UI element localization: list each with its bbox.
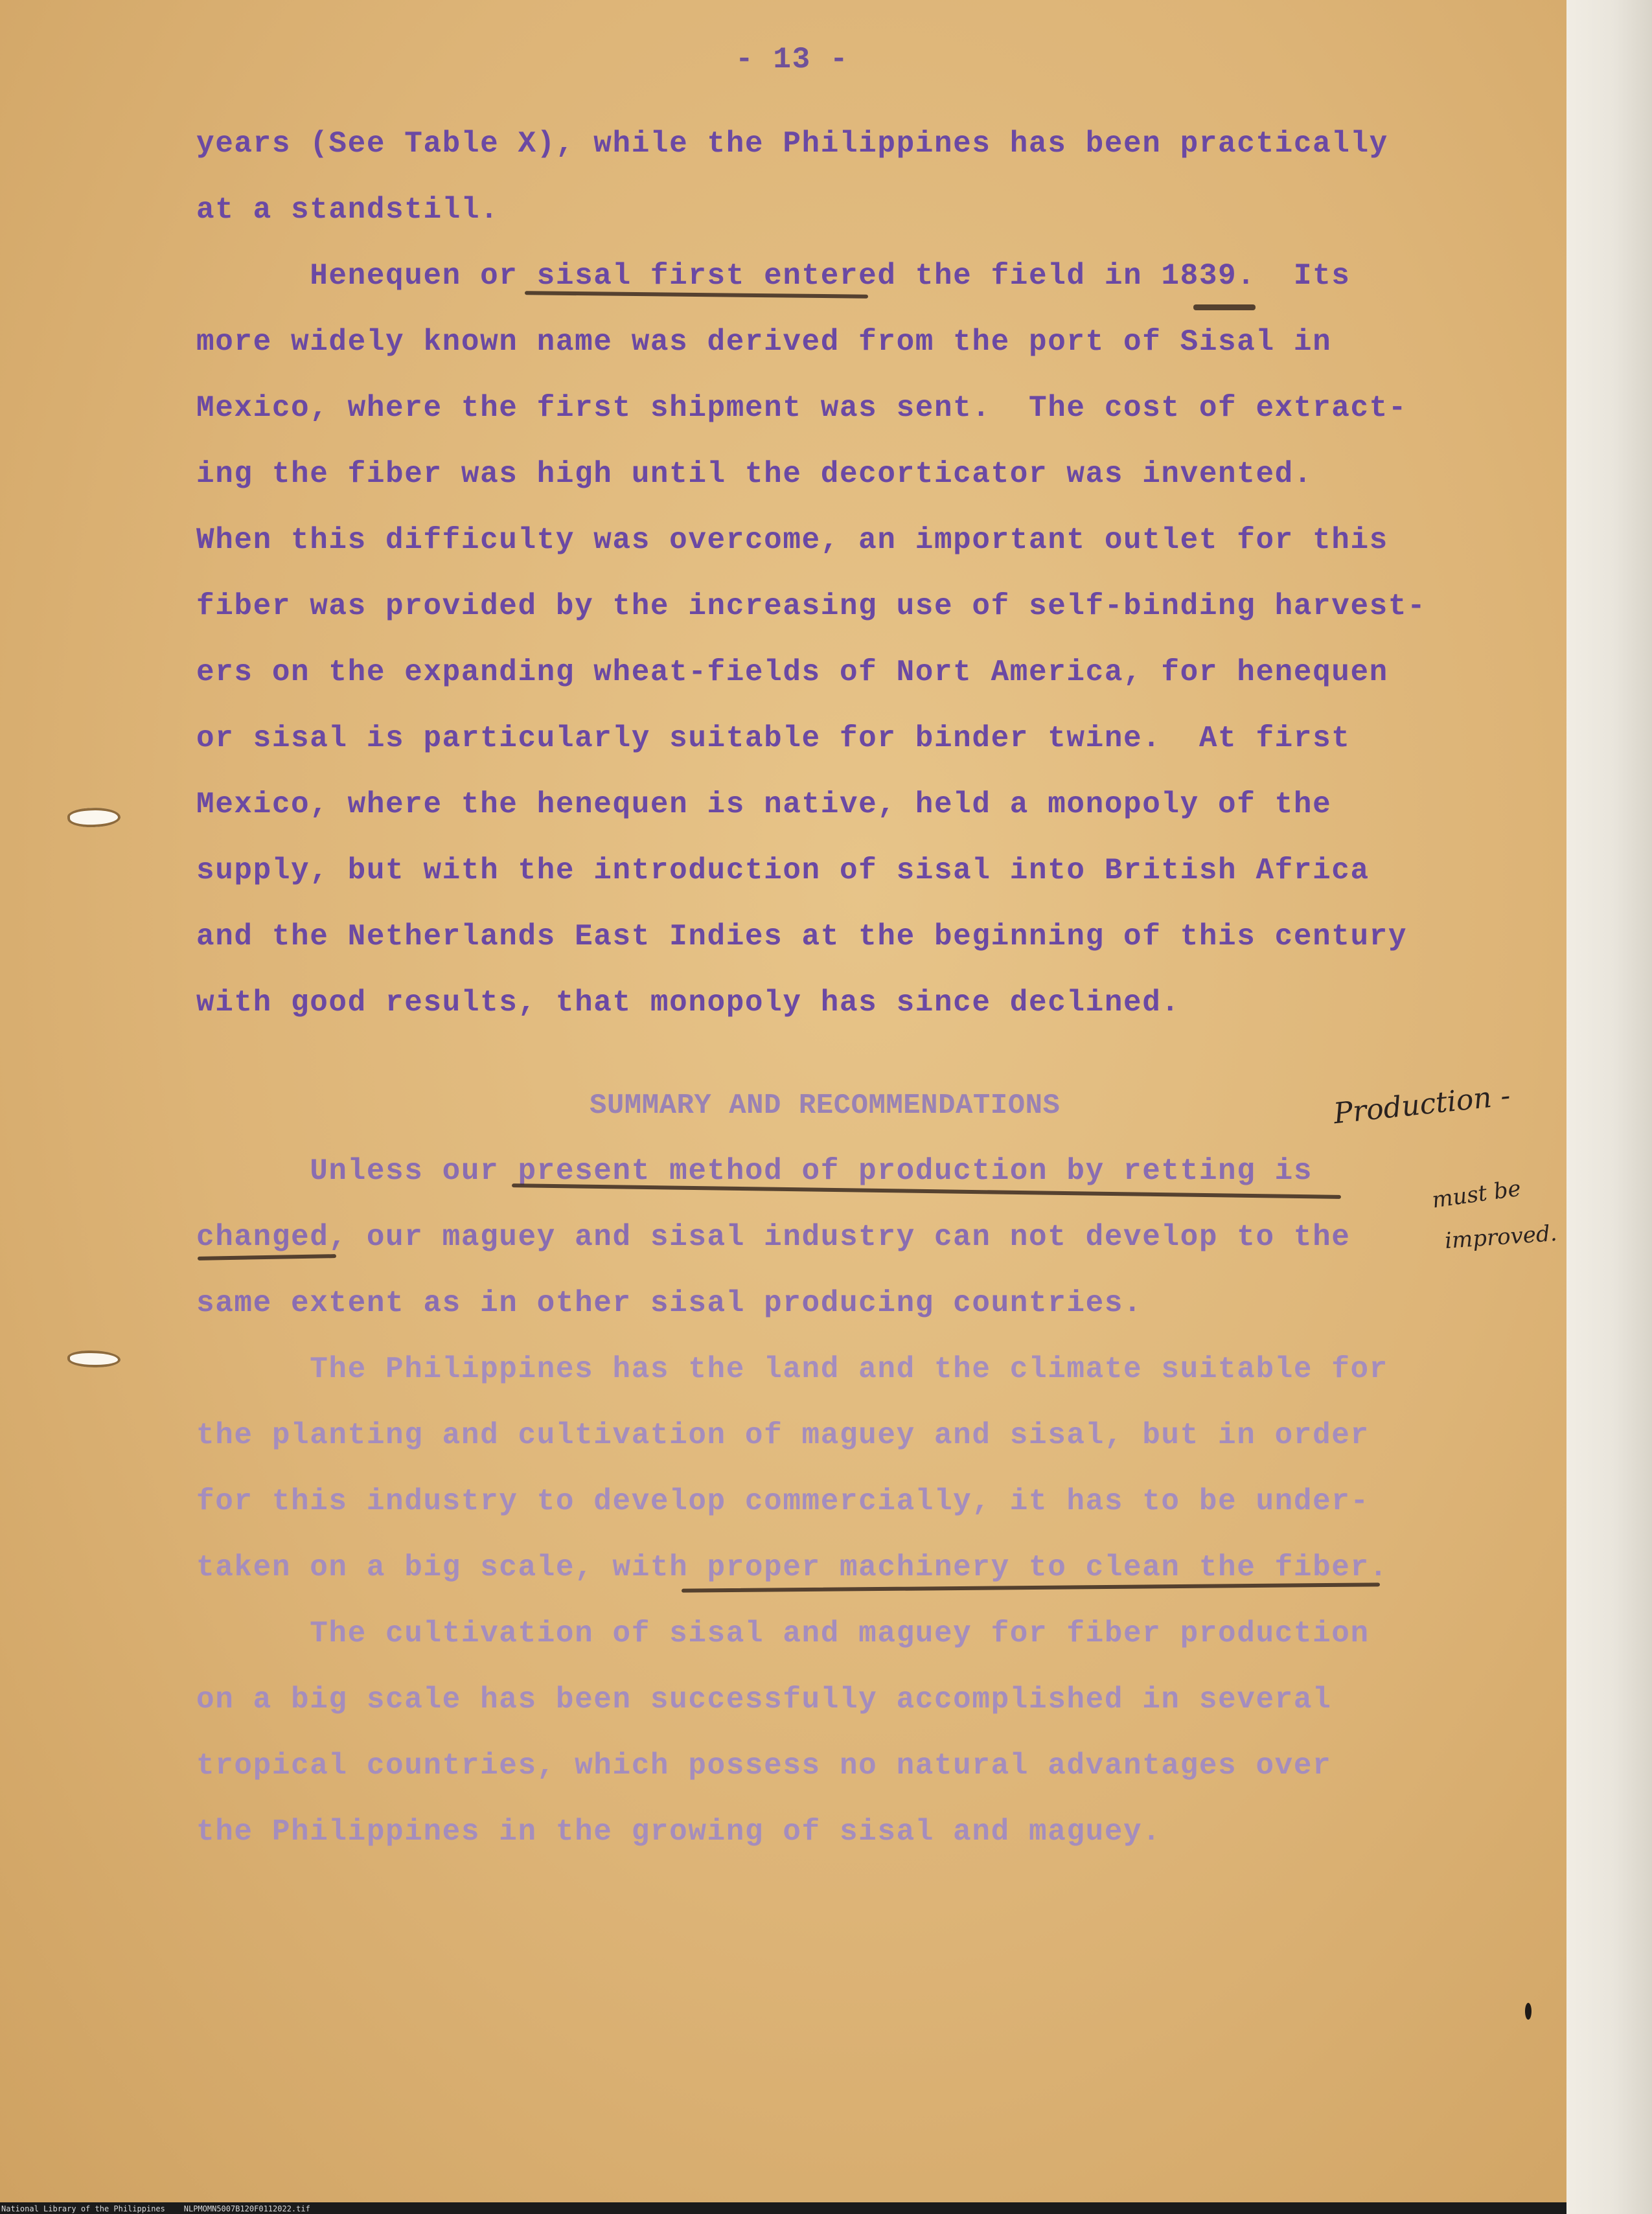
section-heading: SUMMARY AND RECOMMENDATIONS: [590, 1090, 1061, 1122]
text-line: and the Netherlands East Indies at the beginning of this century: [196, 920, 1408, 953]
margin-note: must be: [1430, 1175, 1523, 1214]
text-line: same extent as in other sisal producing countries.: [196, 1286, 1143, 1320]
text-line: Unless our present method of production by retting is: [196, 1154, 1313, 1188]
text-line: ers on the expanding wheat-fields of Nort America, for henequen: [196, 656, 1388, 689]
ink-mark: [1525, 2003, 1532, 2020]
pencil-underline: [1193, 304, 1256, 310]
text-line: the planting and cultivation of maguey and sisal, but in order: [196, 1419, 1370, 1452]
text-line: ing the fiber was high until the decorticator was invented.: [196, 457, 1313, 491]
punch-hole: [67, 1351, 120, 1367]
text-line: tropical countries, which possess no natural advantages over: [196, 1749, 1332, 1783]
pencil-underline: [198, 1254, 336, 1261]
text-line: supply, but with the introduction of sisal into British Africa: [196, 854, 1370, 887]
margin-note: Production -: [1332, 1078, 1512, 1131]
text-line: on a big scale has been successfully accomplished in several: [196, 1683, 1332, 1717]
text-line: or sisal is particularly suitable for binder twine. At first: [196, 722, 1351, 755]
page-number: - 13 -: [735, 43, 849, 76]
text-line: the Philippines in the growing of sisal and maguey.: [196, 1815, 1162, 1849]
text-line: changed, our maguey and sisal industry can not develop to the: [196, 1220, 1351, 1254]
text-line: Mexico, where the first shipment was sent. The cost of extract-: [196, 391, 1408, 425]
text-line: with good results, that monopoly has since declined.: [196, 986, 1180, 1020]
text-line: more widely known name was derived from the port of Sisal in: [196, 325, 1332, 359]
text-line: When this difficulty was overcome, an important outlet for this: [196, 523, 1388, 557]
text-line: fiber was provided by the increasing use of self-binding harvest-: [196, 589, 1427, 623]
text-line: The Philippines has the land and the climate suitable for: [196, 1352, 1388, 1386]
page-edge: [1566, 0, 1652, 2214]
text-line: at a standstill.: [196, 193, 499, 227]
text-line: years (See Table X), while the Philippines has been practically: [196, 127, 1388, 161]
text-line: The cultivation of sisal and maguey for fiber production: [196, 1617, 1370, 1650]
text-line: for this industry to develop commercially, it has to be under-: [196, 1485, 1370, 1518]
text-line: Henequen or sisal first entered the field in 1839. Its: [196, 259, 1351, 293]
scan-footer: National Library of the Philippines NLPMOMN5007B120F0112022.tif: [1, 2204, 310, 2213]
text-line: Mexico, where the henequen is native, held a monopoly of the: [196, 788, 1332, 821]
text-line: taken on a big scale, with proper machinery to clean the fiber.: [196, 1551, 1388, 1584]
margin-note: improved.: [1443, 1220, 1558, 1255]
